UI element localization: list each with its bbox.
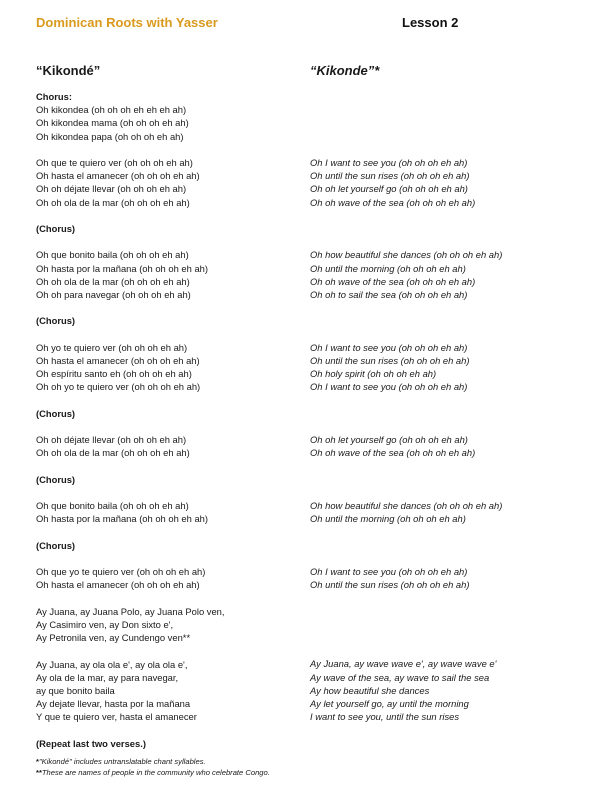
spanish-lyric-line: Oh oh déjate llevar (oh oh oh eh ah) xyxy=(36,183,187,195)
spanish-lyric-line: Oh hasta por la mañana (oh oh oh eh ah) xyxy=(36,262,208,274)
english-lyric-line: Oh how beautiful she dances (oh oh oh eh ah) xyxy=(310,500,503,512)
spanish-verse-block xyxy=(36,156,304,209)
english-lyric-line: Ay wave of the sea, ay wave to sail the sea xyxy=(310,671,490,683)
english-lyric-line: Oh until the sun rises (oh oh oh eh ah) xyxy=(310,354,470,366)
spanish-lyric-line: Oh que yo te quiero ver (oh oh oh eh ah) xyxy=(36,566,206,578)
footnote-text: These are names of people in the community who celebrate Congo. xyxy=(41,767,270,777)
footnote xyxy=(36,757,270,768)
spanish-lyric-line: (Chorus) xyxy=(36,223,76,234)
page-header xyxy=(36,15,576,33)
english-verse-block xyxy=(310,737,580,750)
spanish-lyric-line: Ay ola de la mar, ay para navegar, xyxy=(36,671,179,683)
english-verse-block xyxy=(310,341,580,394)
spanish-lyric-line: Oh oh ola de la mar (oh oh oh eh ah) xyxy=(36,275,190,287)
spanish-lyric-line: Ay Juana, ay Juana Polo, ay Juana Polo ven, xyxy=(36,605,225,617)
spanish-lyric-line: (Repeat last two verses.) xyxy=(36,737,146,749)
english-verse-block xyxy=(310,222,580,235)
english-verse-block xyxy=(310,473,580,486)
english-lyric-line: Oh I want to see you (oh oh oh eh ah) xyxy=(310,156,468,168)
english-verse-block xyxy=(310,90,580,143)
spanish-lyric-line: Oh oh déjate llevar (oh oh oh eh ah) xyxy=(36,434,187,446)
spanish-lyric-line: Ay dejate llevar, hasta por la mañana xyxy=(36,698,191,710)
english-lyric-line: Oh I want to see you (oh oh oh eh ah) xyxy=(310,341,468,353)
spanish-lyric-line: Oh hasta el amanecer (oh oh oh eh ah) xyxy=(36,579,200,591)
spanish-lyric-line: ay que bonito baila xyxy=(36,684,115,696)
spanish-lyric-line: Y que te quiero ver, hasta el amanecer xyxy=(36,711,197,723)
english-lyric-line: I want to see you, until the sun rises xyxy=(310,711,460,723)
spanish-verse-block xyxy=(36,565,304,591)
footnotes xyxy=(36,757,270,778)
brand-title: Dominican Roots with Yasser xyxy=(36,15,218,30)
spanish-lyric-line: Oh hasta por la mañana (oh oh oh eh ah) xyxy=(36,513,208,525)
english-lyric-line: Oh oh wave of the sea (oh oh oh eh ah) xyxy=(310,196,476,208)
spanish-lyric-line: (Chorus) xyxy=(36,315,76,327)
song-title-english: “Kikonde”* xyxy=(310,63,380,78)
english-lyric-line: Oh until the sun rises (oh oh oh eh ah) xyxy=(310,170,470,182)
spanish-verse-block xyxy=(36,605,304,645)
english-lyric-line: Oh oh let yourself go (oh oh oh eh ah) xyxy=(310,183,468,195)
spanish-lyric-line: Chorus: xyxy=(36,91,72,102)
english-lyric-line: Oh how beautiful she dances (oh oh oh eh ah) xyxy=(310,249,503,261)
english-lyric-line: Ay let yourself go, ay until the morning xyxy=(310,698,469,710)
english-lyric-line: Oh until the sun rises (oh oh oh eh ah) xyxy=(310,579,470,591)
english-verse-block xyxy=(310,407,580,420)
english-lyric-line: Oh until the morning (oh oh oh eh ah) xyxy=(310,513,466,525)
footnote-mark: * xyxy=(36,757,39,766)
spanish-lyric-line: Oh yo te quiero ver (oh oh oh eh ah) xyxy=(36,341,188,353)
english-lyric-line: Oh oh wave of the sea (oh oh oh eh ah) xyxy=(310,447,476,459)
spanish-verse-block xyxy=(36,737,304,750)
spanish-lyric-line: Oh kikondea papa (oh oh oh eh ah) xyxy=(36,130,184,142)
spanish-lyric-line: Oh oh yo te quiero ver (oh oh oh eh ah) xyxy=(36,381,201,393)
english-verse-block xyxy=(310,156,580,209)
english-verse-block xyxy=(310,605,580,645)
spanish-lyric-line: (Chorus) xyxy=(36,407,76,419)
english-lyric-line: Oh holy spirit (oh oh oh eh ah) xyxy=(310,368,437,380)
spanish-lyric-line: Ay Petronila ven, ay Cundengo ven** xyxy=(36,632,191,644)
english-translation-column xyxy=(310,90,580,763)
spanish-lyric-line: (Chorus) xyxy=(36,539,76,551)
spanish-lyrics-column xyxy=(36,90,304,763)
footnote xyxy=(36,768,270,779)
footnote-mark: ** xyxy=(36,767,42,777)
english-verse-block xyxy=(310,248,580,301)
spanish-lyric-line: Oh hasta el amanecer (oh oh oh eh ah) xyxy=(36,354,200,366)
english-lyric-line: Oh oh let yourself go (oh oh oh eh ah) xyxy=(310,434,468,446)
english-verse-block xyxy=(310,657,580,723)
spanish-verse-block xyxy=(36,222,304,235)
spanish-lyric-line: Oh oh para navegar (oh oh oh eh ah) xyxy=(36,289,191,300)
spanish-lyric-line: (Chorus) xyxy=(36,473,76,485)
spanish-lyric-line: Oh kikondea (oh oh oh eh eh eh ah) xyxy=(36,104,187,116)
english-lyric-line: Oh oh to sail the sea (oh oh oh eh ah) xyxy=(310,288,468,300)
spanish-verse-block xyxy=(36,473,304,486)
english-lyric-line: Ay how beautiful she dances xyxy=(310,684,430,696)
spanish-verse-block xyxy=(36,499,304,525)
spanish-lyric-line: Ay Casimiro ven, ay Don sixto e', xyxy=(36,618,174,630)
english-lyric-line: Oh I want to see you (oh oh oh eh ah) xyxy=(310,381,468,393)
spanish-lyric-line: Oh que te quiero ver (oh oh oh eh ah) xyxy=(36,157,193,168)
spanish-lyric-line: Oh que bonito baila (oh oh oh eh ah) xyxy=(36,249,189,261)
footnote-text: "Kikondé" includes untranslatable chant syllables. xyxy=(38,757,206,766)
song-title-spanish: “Kikondé” xyxy=(36,63,101,78)
english-lyric-line: Oh oh wave of the sea (oh oh oh eh ah) xyxy=(310,275,476,287)
spanish-verse-block xyxy=(36,433,304,459)
spanish-lyric-line: Oh hasta el amanecer (oh oh oh eh ah) xyxy=(36,170,200,182)
spanish-lyric-line: Oh oh ola de la mar (oh oh oh eh ah) xyxy=(36,447,190,459)
spanish-lyric-line: Oh que bonito baila (oh oh oh eh ah) xyxy=(36,500,189,512)
spanish-verse-block xyxy=(36,539,304,552)
english-verse-block xyxy=(310,565,580,591)
spanish-verse-block xyxy=(36,90,304,143)
english-lyric-line: Ay Juana, ay wave wave e', ay wave wave e' xyxy=(310,658,497,670)
english-verse-block xyxy=(310,314,580,327)
spanish-lyric-line: Ay Juana, ay ola ola e', ay ola ola e', xyxy=(36,658,188,670)
english-verse-block xyxy=(310,539,580,552)
english-verse-block xyxy=(310,433,580,459)
english-lyric-line: Oh I want to see you (oh oh oh eh ah) xyxy=(310,566,468,578)
spanish-verse-block xyxy=(36,407,304,420)
spanish-verse-block xyxy=(36,658,304,724)
spanish-lyric-line: Oh kikondea mama (oh oh oh eh ah) xyxy=(36,117,189,129)
spanish-verse-block xyxy=(36,314,304,327)
spanish-verse-block xyxy=(36,341,304,394)
spanish-verse-block xyxy=(36,248,304,301)
spanish-lyric-line: Oh espíritu santo eh (oh oh oh eh ah) xyxy=(36,368,192,380)
spanish-lyric-line: Oh oh ola de la mar (oh oh oh eh ah) xyxy=(36,196,190,208)
english-verse-block xyxy=(310,499,580,525)
lesson-label: Lesson 2 xyxy=(402,15,459,30)
english-lyric-line: Oh until the morning (oh oh oh eh ah) xyxy=(310,262,466,274)
